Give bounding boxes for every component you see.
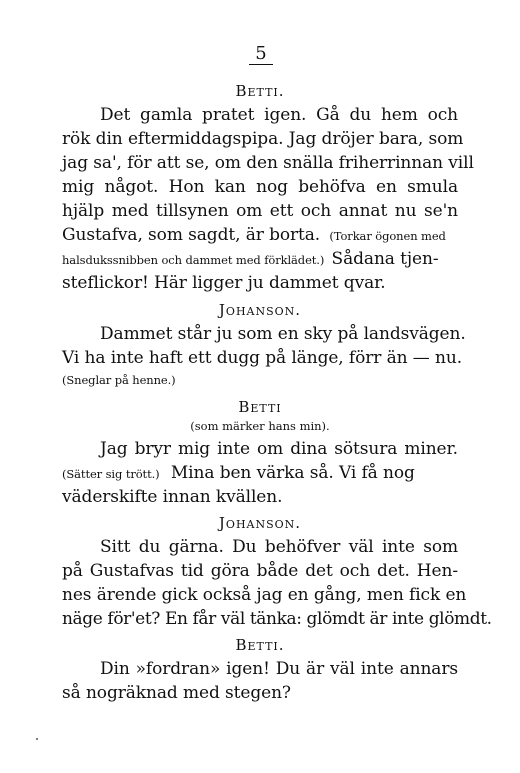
page-number: 5: [255, 43, 267, 64]
dialogue-line: hjälp med tillsynen om ett och annat nu se'n: [62, 201, 458, 221]
dialogue-line: steflickor! Här ligger ju dammet qvar.: [62, 273, 386, 293]
dialogue-line: Det gamla pratet igen. Gå du hem och: [100, 105, 458, 125]
dialogue-line: på Gustafvas tid göra både det och det. Hen-: [62, 561, 458, 581]
dialogue-line: mig något. Hon kan nog behöfva en smula: [62, 177, 458, 197]
stage-direction: halsdukssnibben och dammet med förklädet.): [62, 253, 325, 267]
dialogue-text: Sådana tjen-: [331, 249, 439, 269]
speaker-name: Johanson.: [218, 514, 302, 532]
speaker-name: Johanson.: [218, 301, 302, 319]
speaker-name: Betti.: [235, 82, 285, 100]
speaker-direction: (som märker hans min).: [190, 419, 330, 433]
dialogue-line: rök din eftermiddagspipa. Jag dröjer bara, som: [62, 129, 464, 149]
speaker-name: Betti.: [235, 636, 285, 654]
dialogue-text: Mina ben värka så. Vi få nog: [170, 463, 415, 483]
dialogue-line: Vi ha inte haft ett dugg på länge, förr än — nu.: [62, 348, 462, 368]
dialogue-line: så nogräknad med stegen?: [62, 683, 291, 703]
dialogue-line: [62, 223, 458, 248]
dialogue-line: Din »fordran» igen! Du är väl inte annars: [100, 659, 458, 679]
page-number-rule: [249, 64, 273, 65]
dialogue-line: Sitt du gärna. Du behöfver väl inte som: [100, 537, 458, 557]
dialogue-line: jag sa', för att se, om den snälla friherrinnan vill: [62, 153, 474, 173]
dialogue-line: Jag bryr mig inte om dina sötsura miner.: [100, 439, 458, 459]
dialogue-line: [62, 247, 458, 272]
stage-direction: (Sneglar på henne.): [62, 373, 176, 387]
dialogue-line: näge för'et? En får väl tänka: glömdt är inte glömdt.: [62, 609, 492, 629]
dialogue-line: Dammet står ju som en sky på landsvägen.: [100, 324, 466, 344]
dialogue-text: Gustafva, som sagdt, är borta.: [62, 225, 321, 245]
page-speck: [36, 738, 38, 740]
dialogue-line: nes ärende gick också jag en gång, men fick en: [62, 585, 467, 605]
speaker-name: Betti: [238, 398, 282, 416]
dialogue-line: väderskifte innan kvällen.: [62, 487, 283, 507]
stage-direction: (Sätter sig trött.): [62, 467, 160, 481]
dialogue-line: [62, 461, 458, 486]
stage-direction: (Torkar ögonen med: [329, 229, 446, 243]
